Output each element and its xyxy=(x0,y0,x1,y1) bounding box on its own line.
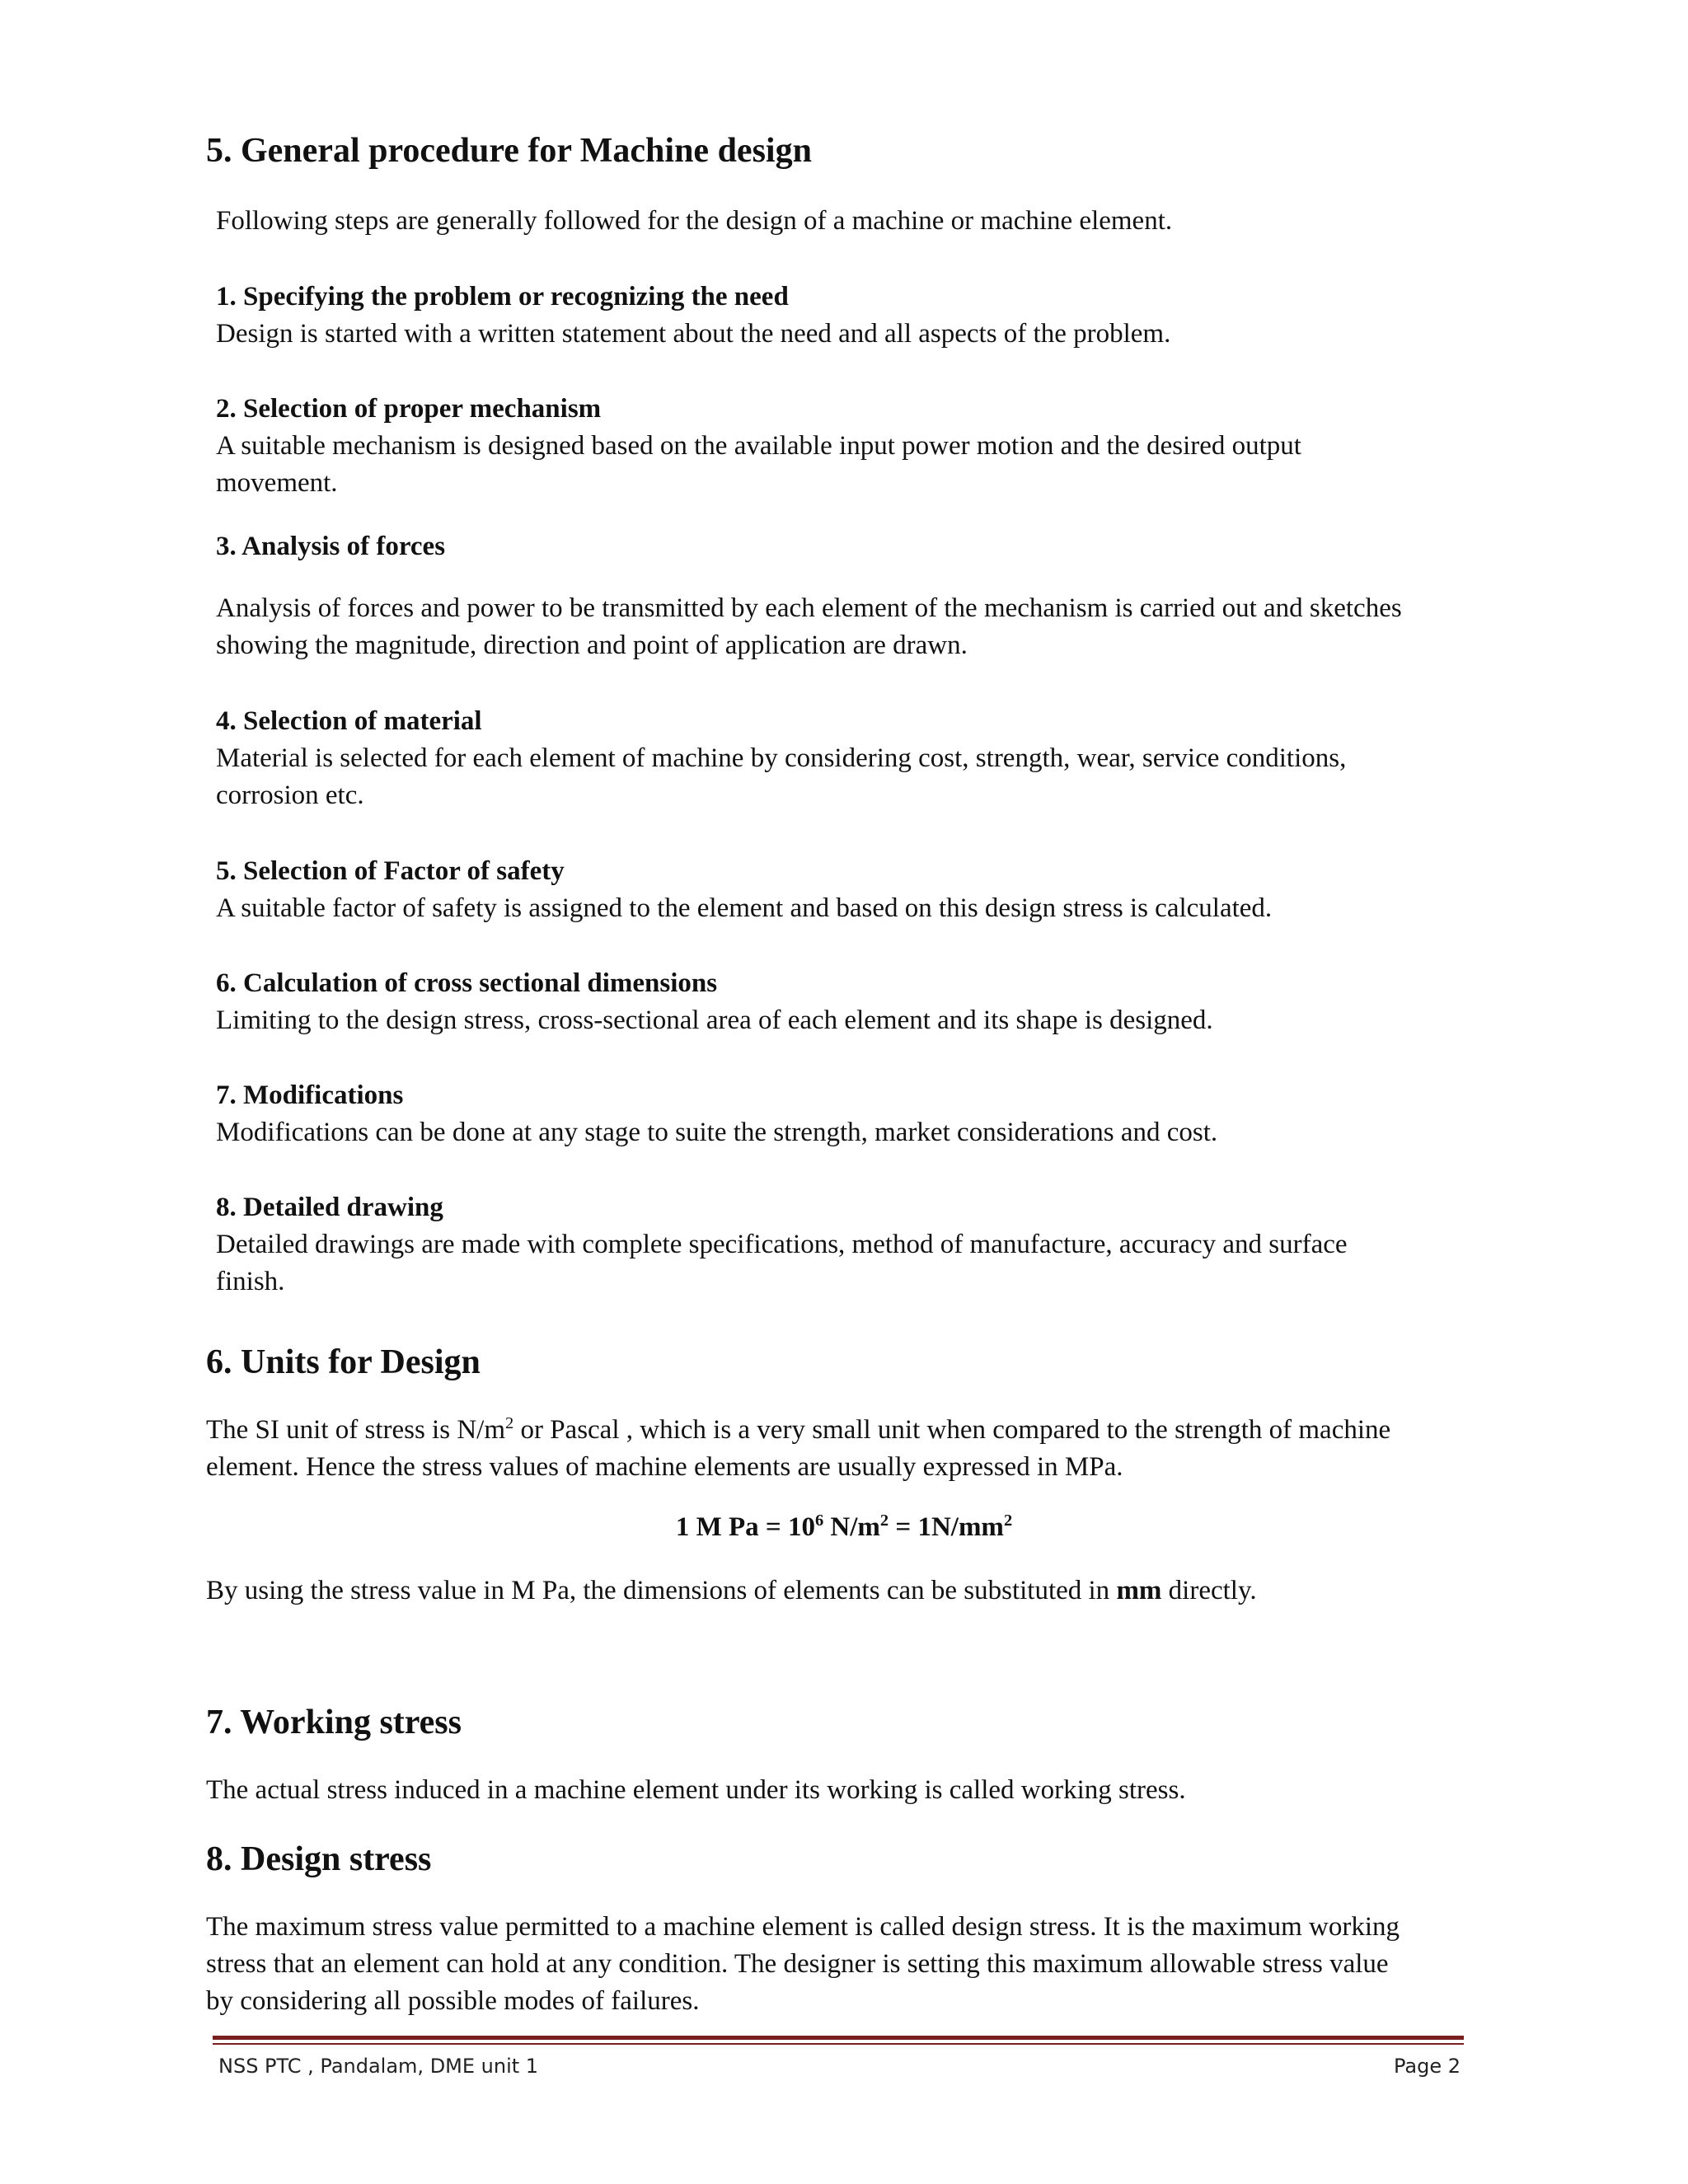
step-4-title: 4. Selection of material xyxy=(216,706,482,736)
unit-conversion-formula: 1 M $Pa = 10^6$ $N/m^2 = 1N/mm^2$ xyxy=(675,1511,1013,1542)
step-2-title: 2. Selection of proper mechanism xyxy=(216,394,602,424)
step-3-title: 3. Analysis of forces xyxy=(216,532,446,561)
step-8-title: 8. Detailed drawing xyxy=(216,1193,443,1222)
section-8-line2: stress that an element can hold at any condition. The designer is setting this maximum allowable stress value xyxy=(206,1949,1389,1979)
footer-left-text: NSS PTC , Pandalam, DME unit 1 xyxy=(218,2055,539,2078)
section-7-text: The actual stress induced in a machine element under its working is called working stress. xyxy=(206,1775,1186,1805)
section-6-note: By using the stress value in M Pa, the dimensions of elements can be substituted in mm directly. xyxy=(206,1576,1257,1605)
footer-page-number: Page 2 xyxy=(1394,2055,1461,2078)
step-4-text-line1: Material is selected for each element of machine by considering cost, strength, wear, service conditions, xyxy=(216,743,1347,773)
section-8-heading: 8. Design stress xyxy=(206,1840,432,1878)
step-8-text-line1: Detailed drawings are made with complete specifications, method of manufacture, accuracy and surface xyxy=(216,1230,1348,1259)
step-1-text: Design is started with a written statement about the need and all aspects of the problem. xyxy=(216,319,1171,349)
section-8-line3: by considering all possible modes of failures. xyxy=(206,1986,700,2016)
section-8-line1: The maximum stress value permitted to a machine element is called design stress. It is the maximum working xyxy=(206,1912,1400,1942)
section-7-heading: 7. Working stress xyxy=(206,1704,462,1741)
step-3-text-line1: Analysis of forces and power to be transmitted by each element of the mechanism is carried out and sketches xyxy=(216,593,1402,623)
step-5-title: 5. Selection of Factor of safety xyxy=(216,856,565,886)
step-2-text-line2: movement. xyxy=(216,468,338,498)
step-2-text-line1: A suitable mechanism is designed based on the available input power motion and the desired output xyxy=(216,431,1301,461)
section-6-paragraph-line1: The SI unit of stress is $N/m^2$ or Pascal , which is a very small unit when compared to the strength of machine xyxy=(206,1414,1391,1445)
section-5-heading: 5. General procedure for Machine design xyxy=(206,132,812,170)
section-6-paragraph-line2: element. Hence the stress values of machine elements are usually expressed in MPa. xyxy=(206,1452,1123,1482)
section-5-intro: Following steps are generally followed for the design of a machine or machine element. xyxy=(216,206,1173,236)
step-6-title: 6. Calculation of cross sectional dimensions xyxy=(216,968,718,998)
footer-rule-thick xyxy=(213,2036,1464,2040)
step-1-title: 1. Specifying the problem or recognizing the need xyxy=(216,282,789,312)
step-7-text: Modifications can be done at any stage to suite the strength, market considerations and cost. xyxy=(216,1118,1218,1147)
footer-rule-thin xyxy=(213,2043,1464,2045)
step-3-text-line2: showing the magnitude, direction and point of application are drawn. xyxy=(216,630,968,660)
step-6-text: Limiting to the design stress, cross-sectional area of each element and its shape is designed. xyxy=(216,1005,1213,1035)
step-5-text: A suitable factor of safety is assigned to the element and based on this design stress is calculated. xyxy=(216,893,1273,923)
step-4-text-line2: corrosion etc. xyxy=(216,780,364,810)
step-7-title: 7. Modifications xyxy=(216,1080,404,1110)
section-6-heading: 6. Units for Design xyxy=(206,1343,481,1381)
step-8-text-line2: finish. xyxy=(216,1267,285,1296)
